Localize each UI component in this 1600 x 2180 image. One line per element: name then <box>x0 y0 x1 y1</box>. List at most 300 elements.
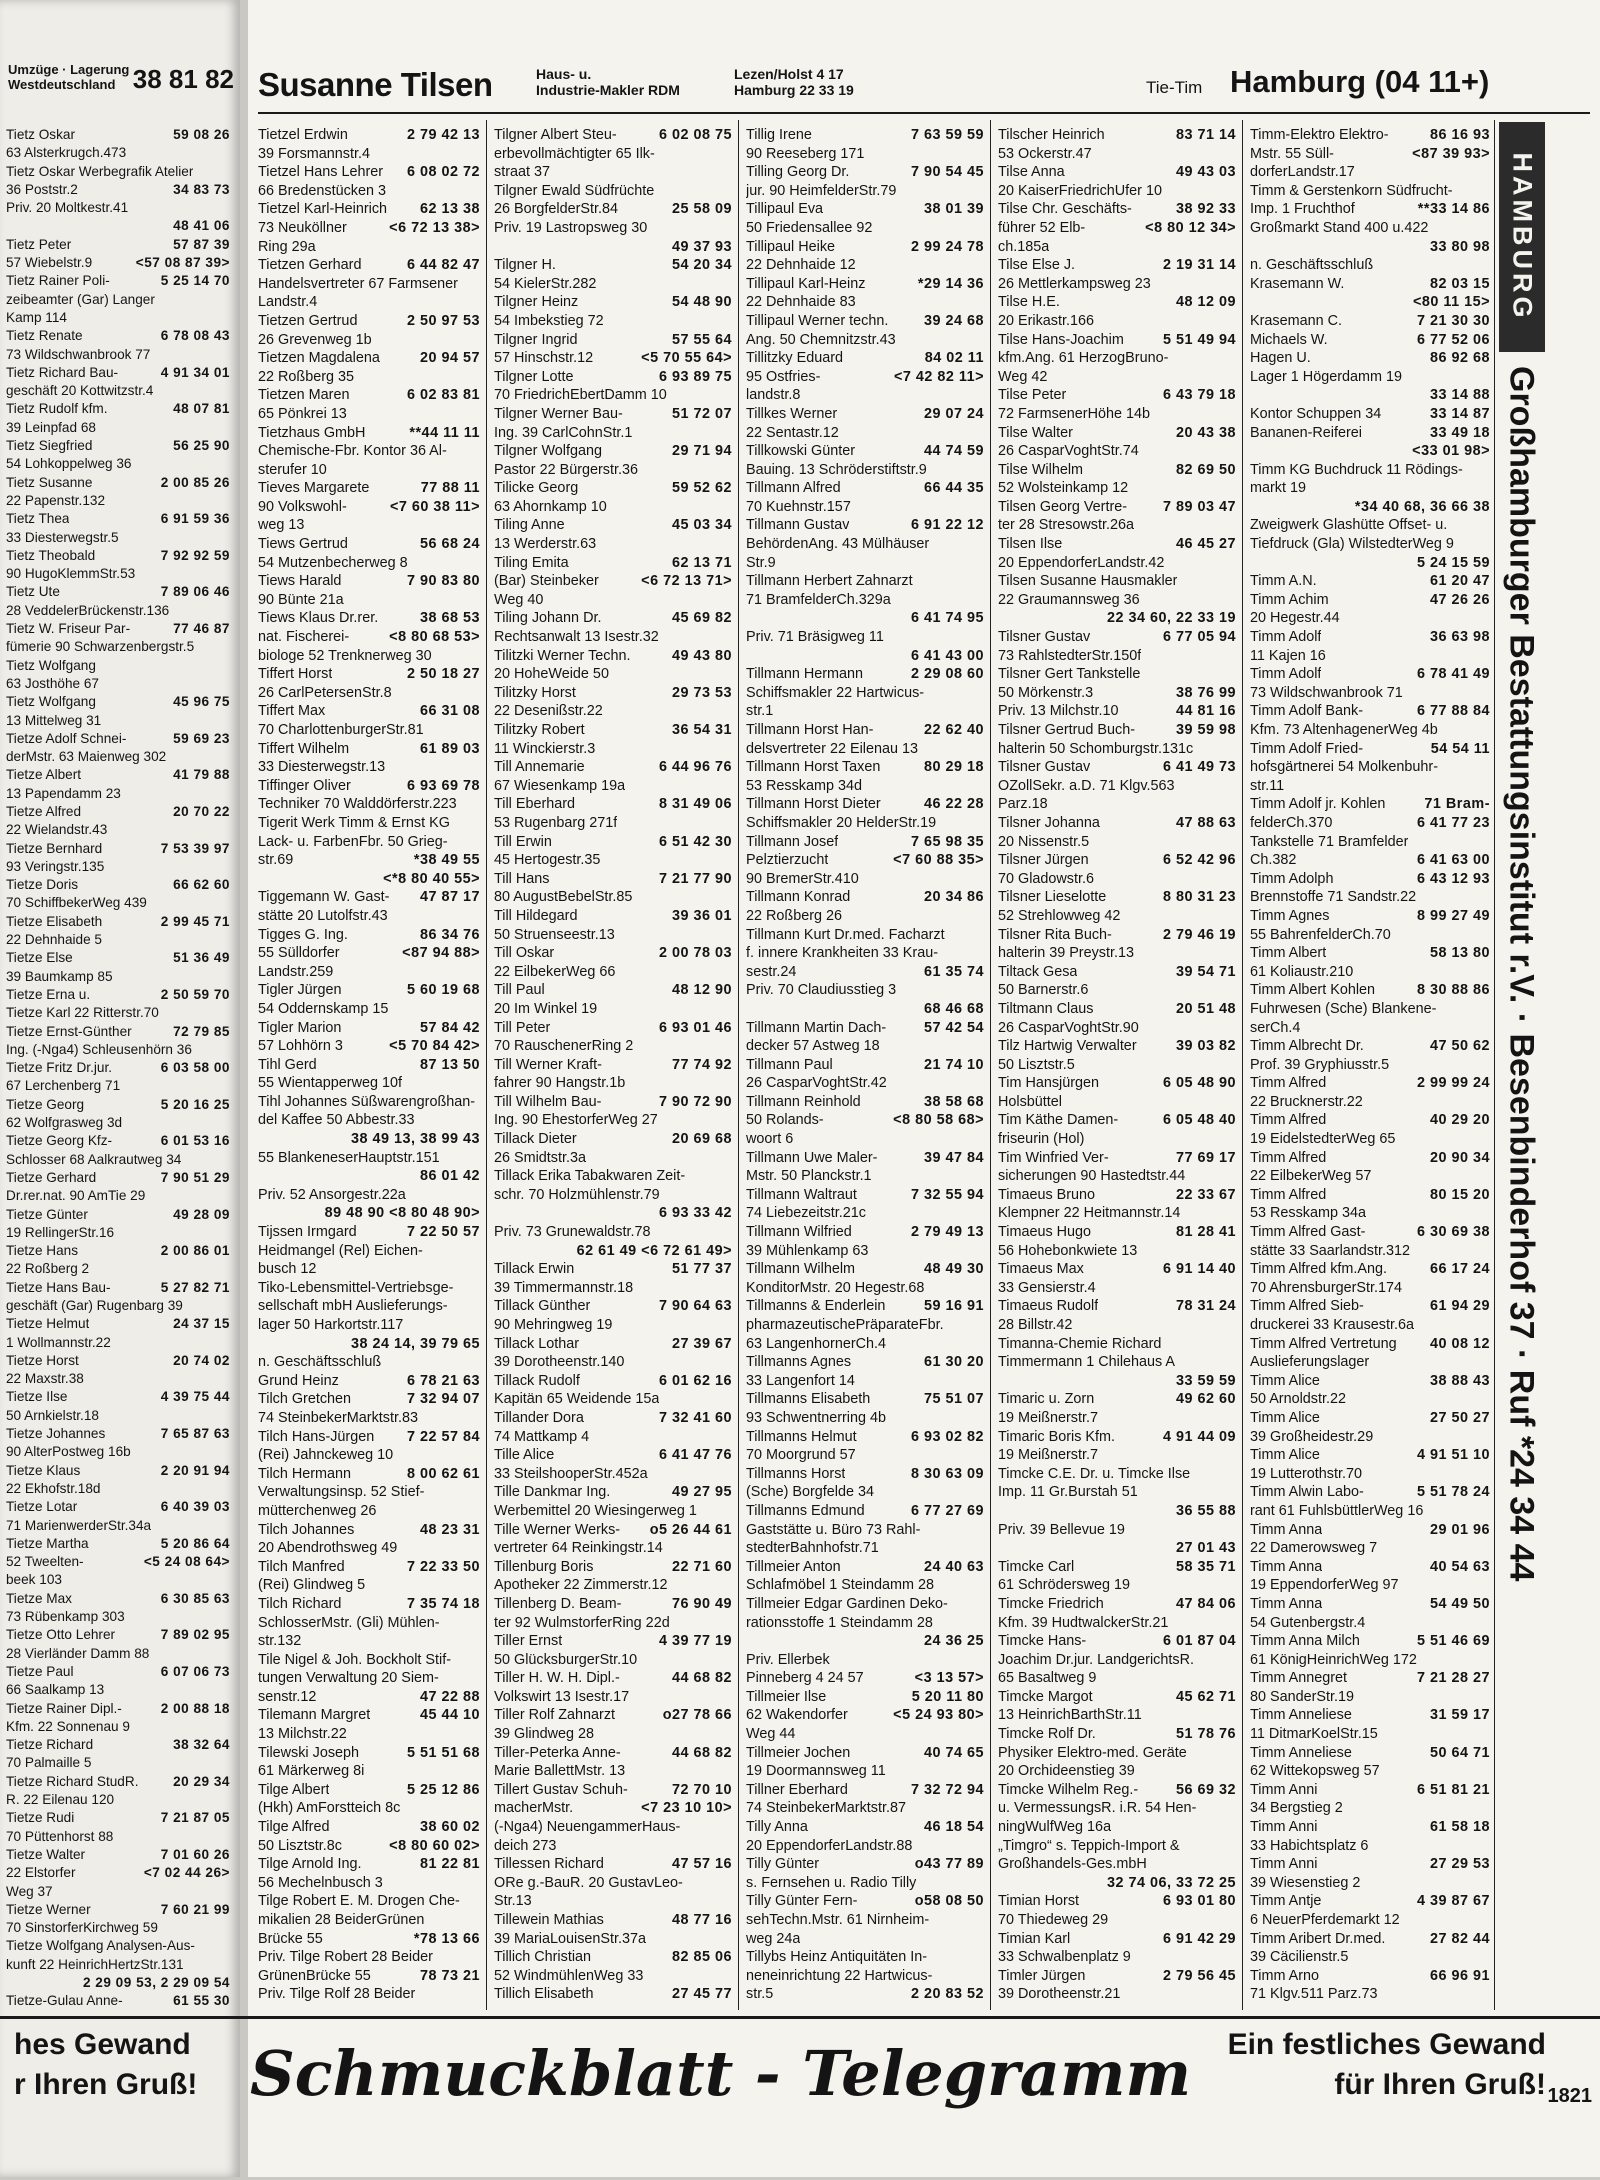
directory-entry <box>1250 1335 1490 1354</box>
directory-entry <box>494 870 732 889</box>
directory-entry <box>258 1186 480 1205</box>
directory-entry <box>494 1558 732 1577</box>
entry-phone: o27 78 66 <box>662 1707 732 1724</box>
column-divider <box>738 120 739 2010</box>
entry-text: Weg 37 <box>6 1883 53 1899</box>
directory-entry <box>6 1937 230 1955</box>
directory-entry <box>6 1791 230 1809</box>
entry-phone: 7 21 87 05 <box>160 1810 230 1826</box>
entry-text: 80 SanderStr.19 <box>1250 1688 1355 1705</box>
entry-phone: 66 17 24 <box>1429 1261 1490 1278</box>
entry-text: Timm Annegret <box>1250 1670 1348 1687</box>
directory-entry <box>494 1037 732 1056</box>
directory-entry <box>6 1608 230 1626</box>
entry-text: felderCh.370 <box>1250 814 1333 831</box>
entry-text: Tiling Johann Dr. <box>494 610 602 627</box>
entry-text: Priv. 20 Moltkestr.41 <box>6 200 129 216</box>
directory-entry <box>494 1204 732 1223</box>
entry-phone: 61 94 29 <box>1429 1298 1490 1315</box>
entry-text: Priv. 19 Lastropsweg 30 <box>494 219 648 236</box>
directory-entry <box>494 721 732 740</box>
directory-entry <box>258 238 480 257</box>
directory-entry <box>494 349 732 368</box>
entry-phone: 7 35 74 18 <box>406 1595 480 1612</box>
entry-phone: 6 05 48 90 <box>1162 1075 1236 1092</box>
entry-text: Timm Agnes <box>1250 907 1330 924</box>
entry-phone: 6 91 14 40 <box>1162 1261 1236 1278</box>
entry-phone: 7 89 03 47 <box>1162 498 1236 515</box>
entry-text: 63 Josthöhe 67 <box>6 675 99 691</box>
entry-text <box>258 2004 371 2006</box>
directory-entry <box>494 684 732 703</box>
entry-text: kfm.Ang. 61 HerzogBruno- <box>998 350 1169 367</box>
previous-page-column <box>6 126 230 2006</box>
header-agency-name: Susanne Tilsen <box>258 66 493 103</box>
directory-entry <box>258 554 480 573</box>
entry-text: Tietze Fritz Dr.jur. <box>6 1060 112 1076</box>
entry-phone: 7 22 57 84 <box>406 1428 480 1445</box>
directory-entry <box>258 1056 480 1075</box>
entry-text: Lack- u. FarbenFbr. 50 Grieg- <box>258 833 448 850</box>
directory-entry <box>1250 1669 1490 1688</box>
entry-phone: 49 27 95 <box>671 1484 732 1501</box>
entry-text: str.5 <box>746 1986 774 2003</box>
directory-entry <box>746 1762 984 1781</box>
directory-entry <box>258 1223 480 1242</box>
entry-text: Tietze Walter <box>6 1846 86 1862</box>
directory-entry <box>6 126 230 144</box>
directory-entry <box>494 1985 732 2004</box>
directory-entry <box>746 1688 984 1707</box>
directory-entry <box>6 1279 230 1297</box>
entry-text: Hagen U. <box>1250 350 1311 367</box>
entry-phone: <87 94 88> <box>402 945 480 962</box>
entry-phone: 20 51 48 <box>1175 1000 1236 1017</box>
entry-text: 26 BorgfelderStr.84 <box>494 201 618 218</box>
entry-text: Schiffsmakler 20 HelderStr.19 <box>746 814 937 831</box>
directory-entry <box>1250 516 1490 535</box>
directory-entry <box>494 1818 732 1837</box>
entry-text: 39 Dorotheenstr.140 <box>494 1354 625 1371</box>
directory-entry <box>1250 256 1490 275</box>
directory-entry <box>6 1169 230 1187</box>
directory-entry <box>1250 1465 1490 1484</box>
entry-text: Brennstoffe 71 Sandstr.22 <box>1250 889 1417 906</box>
directory-entry <box>746 126 984 145</box>
directory-entry <box>6 1334 230 1352</box>
entry-phone: 45 03 34 <box>671 517 732 534</box>
directory-entry <box>1250 1651 1490 1670</box>
directory-entry <box>6 748 230 766</box>
entry-phone: 40 54 63 <box>1429 1558 1490 1575</box>
entry-text: sicherungen 90 Hastedtstr.44 <box>998 1168 1186 1185</box>
entry-phone: <8 80 58 68> <box>893 1112 984 1129</box>
directory-entry <box>746 1874 984 1893</box>
directory-entry <box>1250 554 1490 573</box>
entry-phone: 8 30 88 86 <box>1416 982 1490 999</box>
entry-text: landstr.8 <box>746 387 801 404</box>
directory-entry <box>6 968 230 986</box>
entry-phone: 84 02 11 <box>924 350 984 367</box>
directory-entry <box>998 256 1236 275</box>
directory-entry <box>6 181 230 199</box>
entry-phone: 61 30 20 <box>923 1354 984 1371</box>
entry-text: Timaeus Max <box>998 1261 1084 1278</box>
directory-entry <box>1250 238 1490 257</box>
entry-text: Weg 42 <box>998 368 1048 385</box>
directory-entry <box>258 740 480 759</box>
entry-text: Tietzen Magdalena <box>258 350 380 367</box>
directory-entry <box>494 1521 732 1540</box>
entry-phone: 46 22 28 <box>923 796 984 813</box>
directory-entry <box>258 1781 480 1800</box>
entry-text: Timm Anna <box>1250 1558 1323 1575</box>
directory-entry <box>998 219 1236 238</box>
entry-text: 53 Resskamp 34a <box>1250 1205 1366 1222</box>
entry-phone: 47 87 17 <box>419 889 480 906</box>
city-banner-text: HAMBURG <box>1507 152 1538 322</box>
directory-entry <box>258 591 480 610</box>
entry-phone: 6 44 82 47 <box>406 257 480 274</box>
directory-entry <box>998 888 1236 907</box>
directory-entry <box>998 1409 1236 1428</box>
directory-entry <box>1250 368 1490 387</box>
entry-text: Timm Alwin Labo- <box>1250 1484 1364 1501</box>
directory-entry <box>746 1111 984 1130</box>
entry-phone: 68 46 68 <box>923 1000 984 1017</box>
directory-entry <box>746 256 984 275</box>
entry-phone: 7 32 72 94 <box>910 1781 984 1798</box>
entry-phone: 38 01 39 <box>923 201 984 218</box>
directory-entry <box>746 702 984 721</box>
entry-text: derMstr. 63 Maienweg 302 <box>6 749 167 765</box>
directory-entry <box>6 1004 230 1022</box>
entry-phone: 56 69 32 <box>1175 1781 1236 1798</box>
entry-text: Tietzhaus GmbH <box>258 424 366 441</box>
entry-phone: 36 54 31 <box>671 722 732 738</box>
entry-text: 26 Grevenweg 1b <box>258 331 372 348</box>
entry-phone: 6 02 83 81 <box>406 387 480 404</box>
entry-text: 73 Wildschwanbrook 77 <box>6 346 151 362</box>
directory-entry <box>6 1590 230 1608</box>
entry-text: 22 Roßberg 26 <box>746 907 842 924</box>
entry-text: Tietz Theobald <box>6 547 96 563</box>
entry-phone: <33 01 98> <box>1412 443 1490 460</box>
entry-phone: *34 40 68, 36 66 38 <box>1354 498 1490 515</box>
directory-entry <box>6 583 230 601</box>
directory-entry <box>494 1651 732 1670</box>
entry-phone: 7 90 54 45 <box>910 164 984 181</box>
entry-text: Gaststätte u. Büro 73 Rahl- <box>746 1521 921 1538</box>
directory-entry <box>6 858 230 876</box>
directory-entry <box>1250 1037 1490 1056</box>
entry-text: Tiews Klaus Dr.rer. <box>258 610 379 627</box>
schmuckblatt-logo: Schmuckblatt - Telegramm <box>250 2037 1192 2110</box>
directory-entry <box>6 272 230 290</box>
entry-text: Priv. 39 Bellevue 19 <box>998 1521 1125 1538</box>
entry-text: Tillmeier Jochen <box>746 1744 851 1761</box>
directory-entry <box>746 163 984 182</box>
directory-entry <box>6 949 230 967</box>
directory-entry <box>6 840 230 858</box>
entry-text: 33 Diesterwegstr.5 <box>6 529 119 545</box>
directory-entry <box>1250 535 1490 554</box>
directory-entry <box>1250 1074 1490 1093</box>
entry-phone: 24 40 63 <box>923 1558 984 1575</box>
entry-phone: 86 34 76 <box>419 926 480 943</box>
directory-entry <box>258 219 480 238</box>
entry-text: Tilse H.E. <box>998 294 1060 311</box>
entry-text: Tillipaul Werner techn. <box>746 312 889 329</box>
entry-text: Tillmann Gustav <box>746 517 850 534</box>
directory-entry <box>746 591 984 610</box>
entry-phone: <6 72 13 38> <box>389 219 480 236</box>
entry-text: 61 Schrödersweg 19 <box>998 1577 1130 1594</box>
entry-text: Tilch Johannes <box>258 1521 355 1538</box>
directory-entry <box>6 400 230 418</box>
entry-text: 22 EilbekerWeg 57 <box>1250 1168 1372 1185</box>
entry-phone: <57 08 87 39> <box>135 255 230 271</box>
entry-text: rant 61 FuhlsbüttlerWeg 16 <box>1250 1502 1424 1519</box>
entry-phone: 57 84 42 <box>419 1019 480 1036</box>
entry-text: 50 Rolands- <box>746 1112 824 1129</box>
entry-phone: 50 64 71 <box>1429 1744 1490 1761</box>
header-name-range: Tie-Tim <box>1146 78 1203 97</box>
entry-text: Ring 29a <box>258 238 316 255</box>
entry-phone: <7 60 88 35> <box>893 852 984 869</box>
entry-text: Tillessen Richard <box>494 1856 604 1873</box>
entry-text: Tillipaul Heike <box>746 238 836 255</box>
entry-text: Timm Anneliese <box>1250 1707 1352 1724</box>
entry-text: R. 22 Eilenau 120 <box>6 1792 115 1808</box>
entry-text: Till Werner Kraft- <box>494 1056 602 1073</box>
entry-text: Pelztierzucht <box>746 852 829 869</box>
entry-text: schr. 70 Holzmühlenstr.79 <box>494 1186 660 1203</box>
entry-text: Tigler Marion <box>258 1019 342 1036</box>
directory-entry <box>998 1111 1236 1130</box>
entry-text: 28 Billstr.42 <box>998 1317 1073 1333</box>
directory-entry <box>746 814 984 833</box>
entry-phone: 44 68 82 <box>671 1744 732 1761</box>
header-ad-address <box>734 66 854 98</box>
entry-text: Timcke Hans- <box>998 1633 1087 1650</box>
directory-entry <box>258 1930 480 1949</box>
entry-text: Tilly Günter <box>746 1856 820 1873</box>
entry-text: Tillmann Konrad <box>746 889 851 906</box>
entry-phone: 21 74 10 <box>923 1056 984 1073</box>
directory-entry <box>998 1502 1236 1521</box>
directory-entry <box>494 1837 732 1856</box>
entry-text: Tietze Georg <box>6 1096 85 1112</box>
entry-phone: 66 31 08 <box>419 703 480 720</box>
entry-text: pharmazeutischePräparateFbr. <box>746 1317 944 1333</box>
entry-phone: 78 31 24 <box>1175 1298 1236 1315</box>
directory-entry <box>746 1483 984 1502</box>
entry-text: 65 Basaltweg 9 <box>998 1670 1097 1687</box>
entry-text: Kontor Schuppen 34 <box>1250 405 1382 422</box>
directory-entry <box>6 1315 230 1333</box>
entry-text: 54 Gutenbergstr.4 <box>1250 1614 1366 1631</box>
entry-phone: 6 77 52 06 <box>1416 331 1490 348</box>
directory-entry <box>494 331 732 350</box>
directory-entry <box>258 126 480 145</box>
entry-text: Timaeus Bruno <box>998 1186 1096 1203</box>
directory-entry <box>1250 1056 1490 1075</box>
entry-text: Till Peter <box>494 1019 551 1036</box>
entry-text: 22 Roßberg 2 <box>6 1261 90 1277</box>
directory-entry <box>6 254 230 272</box>
directory-entry <box>1250 870 1490 889</box>
directory-entry <box>746 1502 984 1521</box>
directory-entry <box>494 1186 732 1205</box>
directory-entry <box>998 1651 1236 1670</box>
directory-entry <box>1250 1855 1490 1874</box>
directory-entry <box>746 684 984 703</box>
entry-phone: 6 93 01 46 <box>658 1019 732 1036</box>
directory-entry <box>6 510 230 528</box>
entry-text: Pastor 22 Bürgerstr.36 <box>494 461 638 478</box>
directory-entry <box>494 1409 732 1428</box>
directory-entry <box>746 461 984 480</box>
directory-entry <box>6 291 230 309</box>
entry-text: Timm Anni <box>1250 1819 1318 1836</box>
directory-entry <box>6 1151 230 1169</box>
entry-phone: 86 92 68 <box>1429 350 1490 367</box>
entry-text: 39 Dorotheenstr.21 <box>998 1986 1121 2003</box>
directory-entry <box>258 1074 480 1093</box>
entry-text: 70 Palmaille 5 <box>6 1755 92 1771</box>
entry-text: (Hkh) AmForstteich 8c <box>258 1800 401 1817</box>
entry-phone: 5 20 11 80 <box>911 1688 984 1705</box>
directory-entry <box>258 1428 480 1447</box>
directory-entry <box>258 1465 480 1484</box>
directory-entry <box>1250 572 1490 591</box>
entry-phone: 2 79 46 19 <box>1162 926 1236 943</box>
directory-entry <box>258 1409 480 1428</box>
entry-phone: 6 41 47 76 <box>658 1447 732 1464</box>
directory-entry <box>998 386 1236 405</box>
entry-phone: 2 79 56 45 <box>1162 1967 1236 1984</box>
entry-text: sehTechn.Mstr. 61 Nirnheim- <box>746 1912 930 1928</box>
directory-entry <box>1250 1558 1490 1577</box>
entry-phone: 7 90 83 80 <box>406 573 480 590</box>
entry-phone: 81 28 41 <box>1175 1224 1236 1241</box>
directory-entry <box>998 907 1236 926</box>
entry-text: Tilge Albert <box>258 1781 330 1798</box>
entry-text: Tillipaul Eva <box>746 201 824 218</box>
entry-phone: 47 88 63 <box>1175 814 1236 831</box>
entry-text: Imp. 1 Fruchthof <box>1250 201 1355 218</box>
entry-phone: 66 62 60 <box>173 877 230 893</box>
directory-entry <box>258 647 480 666</box>
directory-entry <box>1250 1688 1490 1707</box>
directory-entry <box>6 1663 230 1681</box>
directory-entry <box>998 572 1236 591</box>
entry-phone: 6 78 41 49 <box>1416 666 1490 683</box>
entry-text: 34 Bergstieg 2 <box>1250 1800 1343 1817</box>
directory-entry <box>746 1260 984 1279</box>
directory-entry <box>6 309 230 327</box>
directory-entry <box>746 238 984 257</box>
entry-phone: 7 92 92 59 <box>160 547 230 563</box>
entry-text: Tillig Irene <box>746 127 812 143</box>
entry-text: Tietze Wolfgang Analysen-Aus- <box>6 1938 195 1954</box>
directory-entry <box>494 1223 732 1242</box>
entry-phone: 2 00 85 26 <box>160 474 230 490</box>
directory-entry <box>494 442 732 461</box>
entry-text: Timm Anni <box>1250 1856 1318 1873</box>
entry-text: rationsstoffe 1 Steindamm 28 <box>746 1614 933 1631</box>
entry-phone: 29 73 53 <box>671 684 732 701</box>
entry-text: Tiling Emita <box>494 554 569 571</box>
entry-text: str.69 <box>258 852 294 869</box>
entry-text: Tillack Rudolf <box>494 1372 580 1389</box>
entry-phone: 38 32 64 <box>173 1737 230 1753</box>
entry-text: u. VermessungsR. i.R. 54 Hen- <box>998 1800 1197 1817</box>
entry-text: 90 BremerStr.410 <box>746 870 859 887</box>
entry-phone: 89 48 90 <8 80 48 90> <box>324 1205 480 1222</box>
entry-phone: 59 16 91 <box>923 1298 984 1315</box>
entry-text: Tillmann Uwe Maler- <box>746 1149 878 1166</box>
directory-entry <box>494 1130 732 1149</box>
directory-entry <box>6 1626 230 1644</box>
entry-text: Tillmann Kurt Dr.med. Facharzt <box>746 926 945 943</box>
entry-text: Timcke C.E. Dr. u. Timcke Ilse <box>998 1465 1191 1482</box>
entry-text: delsvertreter 22 Eilenau 13 <box>746 740 918 757</box>
entry-phone: 36 55 88 <box>1175 1502 1236 1519</box>
entry-text: druckerei 33 Krausestr.6a <box>1250 1317 1414 1333</box>
directory-entry <box>494 1502 732 1521</box>
entry-phone: 6 91 59 36 <box>160 511 230 527</box>
entry-text: 28 Vierländer Damm 88 <box>6 1645 150 1661</box>
entry-phone: 44 74 59 <box>923 443 984 460</box>
entry-text: busch 12 <box>258 1261 317 1278</box>
directory-entry <box>6 1645 230 1663</box>
entry-text: Tietz Susanne <box>6 474 93 490</box>
entry-phone: 24 37 15 <box>173 1316 230 1332</box>
entry-text: n. Geschäftsschluß <box>1250 257 1374 274</box>
directory-entry <box>1250 386 1490 405</box>
entry-text: Kfm. 22 Sonnenau 9 <box>6 1718 130 1734</box>
entry-text: Tigler Jürgen <box>258 982 342 999</box>
directory-entry <box>998 665 1236 684</box>
entry-phone: 54 54 11 <box>1430 740 1490 757</box>
entry-phone: 39 36 01 <box>671 907 732 924</box>
entry-text: ORe g.-BauR. 20 GustavLeo- <box>494 1874 683 1891</box>
directory-entry <box>746 628 984 647</box>
entry-text: Tietze Horst <box>6 1352 79 1368</box>
entry-text: 71 BramfelderCh.329a <box>746 591 891 608</box>
entry-phone: 6 93 33 42 <box>658 1205 732 1222</box>
directory-entry <box>6 419 230 437</box>
entry-text: Tietz Oskar Werbegrafik Atelier <box>6 163 194 179</box>
entry-phone: 48 77 16 <box>671 1912 732 1928</box>
directory-entry <box>998 1483 1236 1502</box>
directory-entry <box>6 492 230 510</box>
entry-text: Tilge Alfred <box>258 1819 330 1836</box>
directory-entry <box>746 1892 984 1911</box>
directory-entry <box>998 1688 1236 1707</box>
directory-entry <box>998 182 1236 201</box>
entry-text: Tiews Gertrud <box>258 536 348 553</box>
entry-text: 50 Barnerstr.6 <box>998 982 1089 999</box>
directory-entry <box>258 1483 480 1502</box>
entry-text: Tillert Gustav Schuh- <box>494 1781 628 1798</box>
entry-text: Joachim Dr.jur. LandgerichtsR. <box>998 1651 1194 1668</box>
entry-phone: 5 51 78 24 <box>1416 1484 1490 1501</box>
entry-text: 50 GlücksburgerStr.10 <box>494 1651 638 1668</box>
entry-text: OZollSekr. a.D. 71 Klgv.563 <box>998 777 1175 794</box>
